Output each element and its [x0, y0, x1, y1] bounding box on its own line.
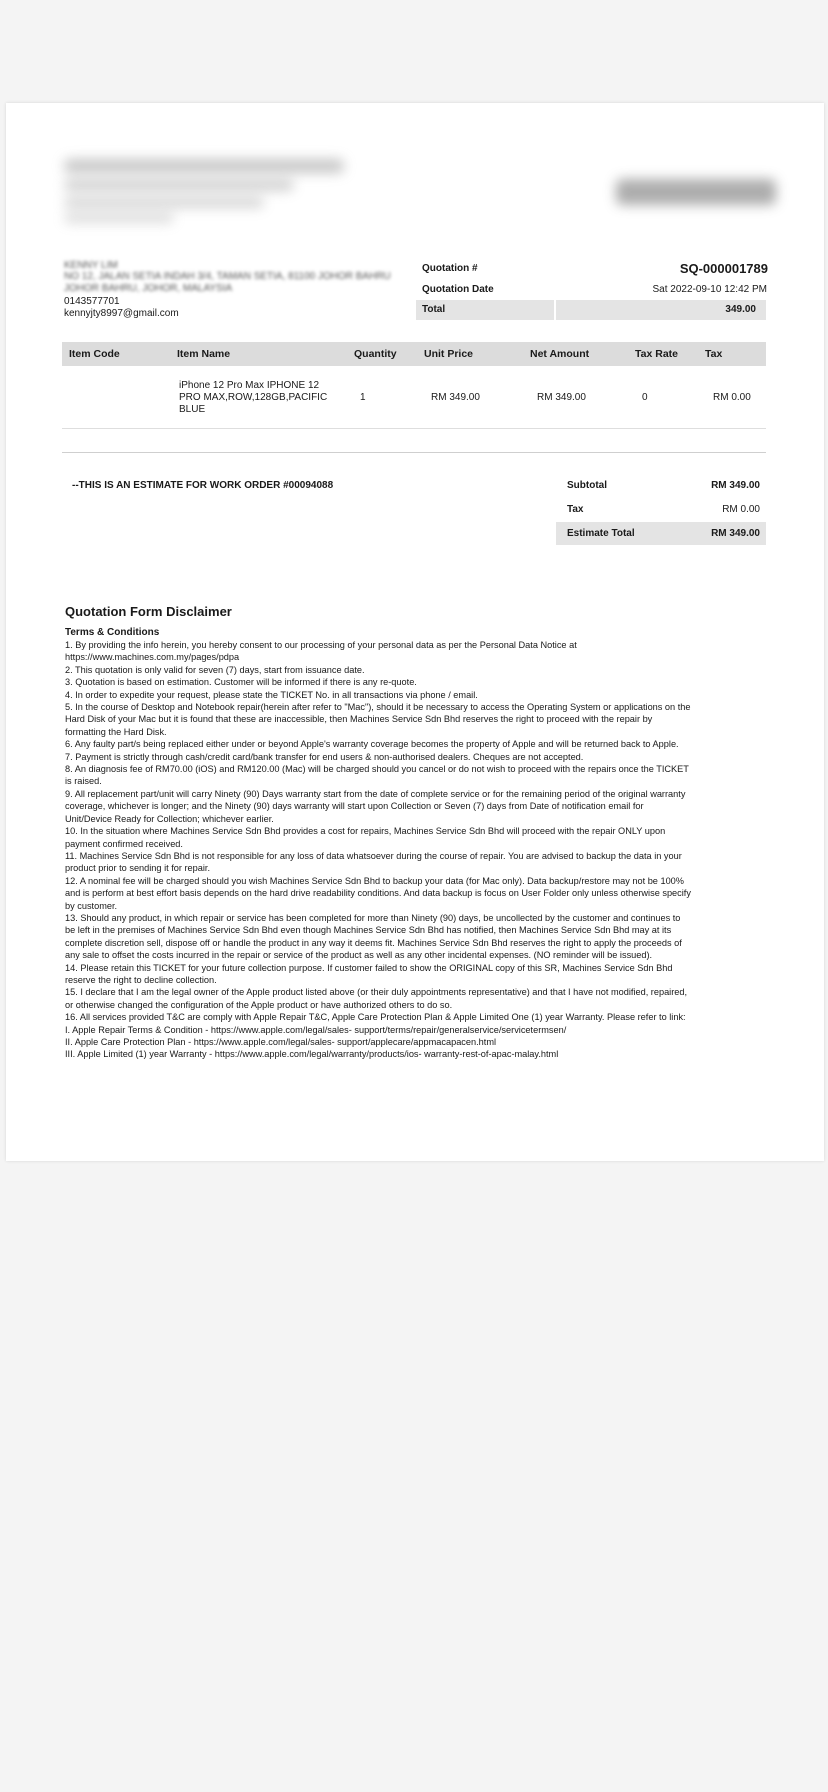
- terms-line: III. Apple Limited (1) year Warranty - https://www.apple.com/legal/warranty/products/ios- warranty-rest-of-apac-malay.html: [65, 1049, 559, 1060]
- header-item-code: Item Code: [69, 348, 120, 360]
- header-tax: Tax: [705, 348, 723, 360]
- disclaimer-title: Quotation Form Disclaimer: [65, 604, 232, 619]
- terms-line: 9. All replacement part/unit will carry Ninety (90) Days warranty start from the date of complete service or for the remaining period of the original warranty: [65, 788, 686, 799]
- quotation-total-row: [416, 300, 766, 320]
- terms-line: 3. Quotation is based on estimation. Customer will be informed if there is any re-quote.: [65, 677, 417, 688]
- terms-line: be left in the premises of Machines Service Sdn Bhd even though Machines Service Sdn Bhd has notified, then Machines Service Sdn Bhd may at its: [65, 925, 672, 936]
- terms-line: II. Apple Care Protection Plan - https://www.apple.com/legal/sales- support/applecare/appmacapacen.html: [65, 1037, 497, 1047]
- terms-line: 13. Should any product, in which repair or service has been completed for more than Ninety (90) days, be uncollected by the customer and continues to: [65, 912, 681, 923]
- customer-email: kennyjty8997@gmail.com: [64, 308, 179, 319]
- terms-line: product prior to sending it for repair.: [65, 863, 211, 874]
- estimate-total-value: RM 349.00: [711, 528, 760, 539]
- terms-line: and is perform at best effort basis depends on the hard drive readability conditions. And data backup is focus on User Folder only unless otherwise specify: [65, 888, 691, 899]
- customer-address-line1: NO 12, JALAN SETIA INDAH 3/4, TAMAN SETIA, 81100 JOHOR BAHRU: [64, 271, 391, 282]
- row-tax: RM 0.00: [713, 392, 751, 403]
- quotation-total-label: Total: [422, 304, 446, 315]
- terms-line: 16. All services provided T&C are comply with Apple Repair T&C, Apple Care Protection Plan & Apple Limited One (1) year Warranty. Please refer to link:: [65, 1012, 686, 1023]
- customer-name: KENNY LIM: [64, 260, 118, 271]
- header-net-amount: Net Amount: [530, 348, 590, 360]
- customer-address-line2: JOHOR BAHRU, JOHOR, MALAYSIA: [64, 283, 233, 294]
- quotation-date-value: Sat 2022-09-10 12:42 PM: [652, 284, 767, 295]
- terms-line: I. Apple Repair Terms & Condition - https://www.apple.com/legal/sales- support/terms/repair/generalservice/servicetermsen/: [65, 1024, 567, 1035]
- header-tax-rate: Tax Rate: [635, 348, 678, 360]
- terms-line: 12. A nominal fee will be charged should you wish Machines Service Sdn Bhd to backup your data (for Mac only). Data backup/restore may not be 100%: [65, 875, 684, 886]
- terms-line: 6. Any faulty part/s being replaced either under or beyond Apple's warranty coverage becomes the property of Apple and will be returned back to Apple.: [65, 739, 679, 750]
- subtotal-value: RM 349.00: [711, 480, 760, 491]
- quotation-total-value: 349.00: [725, 304, 756, 315]
- subtotal-label: Subtotal: [567, 480, 607, 491]
- row-net-amount: RM 349.00: [537, 392, 586, 403]
- terms-line: 7. Payment is strictly through cash/credit card/bank transfer for end users & non-authorised dealers. Cheques are not accepted.: [65, 751, 584, 762]
- row-tax-rate: 0: [642, 392, 648, 403]
- estimate-note: --THIS IS AN ESTIMATE FOR WORK ORDER #00094088: [72, 480, 334, 491]
- table-row: [62, 366, 766, 429]
- terms-line: 14. Please retain this TICKET for your future collection purpose. If customer failed to show the ORIGINAL copy of this SR, Machines Service Sdn Bhd: [65, 962, 673, 973]
- row-item-name: iPhone 12 Pro Max IPHONE 12 PRO MAX,ROW,128GB,PACIFIC BLUE: [179, 380, 328, 415]
- terms-line: any sale to offset the costs incurred in the repair or service of the product as well as any other incidental expenses. (NO reminder will be issued).: [65, 950, 653, 961]
- terms-line: 5. In the course of Desktop and Notebook repair(herein after refer to "Mac"), should it be necessary to access the Operating System or applications on the: [65, 702, 691, 713]
- terms-line: 15. I declare that I am the legal owner of the Apple product listed above (or their duly appointments representative) and that I have not modified, repaired,: [65, 987, 688, 998]
- terms-subtitle: Terms & Conditions: [65, 627, 160, 638]
- items-table-header: [62, 342, 766, 366]
- row-unit-price: RM 349.00: [431, 392, 480, 403]
- terms-line: 11. Machines Service Sdn Bhd is not responsible for any loss of data whatsoever during the course of repair. You are advised to backup the data in your: [65, 850, 682, 861]
- terms-line: Hard Disk of your Mac but it is found that these are inaccessible, then Machines Service Sdn Bhd reserves the right to proceed with the repair by: [65, 714, 653, 725]
- terms-line: 1. By providing the info herein, you hereby consent to our processing of your personal data as per the Personal Data Notice at: [65, 640, 577, 650]
- terms-line: payment confirmed received.: [65, 838, 183, 849]
- terms-line: 10. In the situation where Machines Service Sdn Bhd provides a cost for repairs, Machines Service Sdn Bhd will proceed with the repair ONLY upon: [65, 826, 666, 837]
- tax-value: RM 0.00: [722, 504, 760, 515]
- estimate-total-label: Estimate Total: [567, 528, 635, 539]
- quotation-date-label: Quotation Date: [422, 284, 494, 295]
- terms-line: 8. An diagnosis fee of RM70.00 (iOS) and RM120.00 (Mac) will be charged should you cancel or do not wish to proceed with the repairs once the TICKET: [65, 764, 689, 775]
- terms-line: formatting the Hard Disk.: [65, 726, 167, 737]
- tax-label: Tax: [567, 504, 584, 515]
- terms-line: by customer.: [65, 900, 118, 911]
- section-divider: [62, 452, 766, 453]
- terms-line: 4. In order to expedite your request, please state the TICKET No. in all transactions via phone / email.: [65, 689, 478, 700]
- items-table: [62, 342, 766, 429]
- header-quantity: Quantity: [354, 348, 397, 360]
- terms-line: or otherwise changed the configuration of the Apple product or have authorized others to do so.: [65, 999, 453, 1010]
- quotation-number-value: SQ-000001789: [679, 261, 768, 276]
- terms-list: [65, 639, 765, 1061]
- terms-line: https://www.machines.com.my/pages/pdpa: [65, 652, 240, 663]
- terms-line: coverage, whichever is longer; and the Ninety (90) days warranty will start upon Collection or Seven (7) days from Date of notification email for: [65, 801, 644, 812]
- terms-line: is raised.: [65, 776, 102, 787]
- terms-line: Unit/Device Ready for Collection; whichever earlier.: [65, 813, 274, 824]
- terms-line: complete discretion sell, dispose off or handle the product in any way it deems fit. Machines Service Sdn Bhd reserves the right to apply the proceeds of: [65, 937, 682, 948]
- quotation-number-label: Quotation #: [422, 263, 478, 274]
- terms-line: 2. This quotation is only valid for seven (7) days, start from issuance date.: [65, 664, 365, 675]
- terms-line: reserve the right to decline collection.: [65, 974, 217, 985]
- row-quantity: 1: [360, 392, 366, 403]
- customer-phone: 0143577701: [64, 296, 120, 307]
- disclaimer-section: [65, 604, 765, 1061]
- header-item-name: Item Name: [177, 348, 231, 360]
- blurred-logo: [616, 179, 776, 205]
- header-unit-price: Unit Price: [424, 348, 474, 360]
